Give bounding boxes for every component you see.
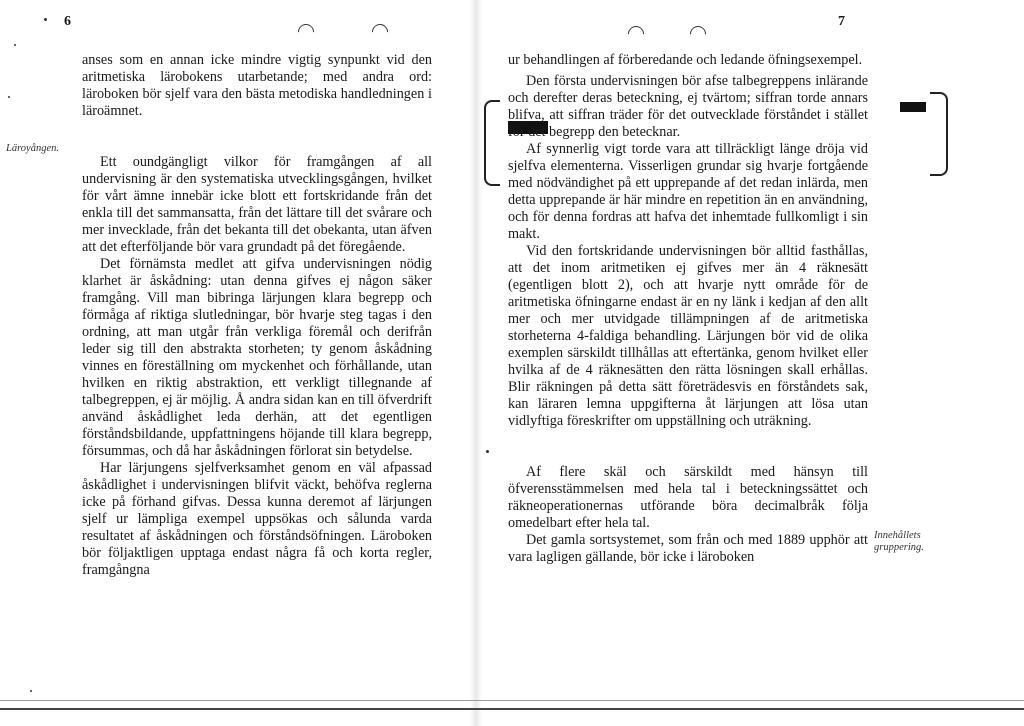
ink-speck xyxy=(44,18,47,21)
paragraph: Af synnerlig vigt torde vara att tillräckligt länge dröja vid sjelfva elementerna. Visserligen grundar sig hvarje fortgående med nödvändighet på ett upprepande af det redan inlärda, men detta upprepande är här mindre en repetition än en användning, och för denna fordras att hafva det inhemtade fullkomligt i sin makt. xyxy=(508,141,868,242)
pen-bracket-mark xyxy=(930,92,948,176)
marker-strike xyxy=(900,102,926,112)
page-number-right: 7 xyxy=(838,14,845,29)
margin-note-left: Läroyången. xyxy=(6,143,59,154)
ink-speck xyxy=(8,96,10,98)
right-page-text xyxy=(508,52,868,566)
paragraph: Det gamla sortsystemet, som från och med 1889 upphör att vara lagligen gällande, bör icke i läroboken xyxy=(508,532,868,565)
paragraph: Det förnämsta medlet att gifva undervisningen nödig klarhet är åskådning: utan denna gifves ej någon säker framgång. Vill man bibringa lärjungen klara begrepp och förmåga af riktiga slutledningar, bör hvarje steg tagas i den ordning, att man utgår från verkliga föremål och derifrån leder sig till den abstrakta storheten; ty genom åskådning vinnes en föreställning om myckenhet och förhållande, utan hvilken en riktig abstraktion, ett verkligt tillegnande af talbegreppen, ej är möjlig. Å andra sidan kan en till öfverdrift använd åskådlighet leda derhän, att det egentligen förståndsbildande, uppfattningens höjande till klara begrepp, försummas, och då har åskådningen förlorat sin betydelse. xyxy=(82,256,432,459)
pencil-arc-mark xyxy=(625,23,648,46)
page-number-left: 6 xyxy=(64,14,71,29)
ink-speck xyxy=(30,690,32,692)
pen-bracket-mark xyxy=(484,100,500,186)
pencil-arc-mark xyxy=(369,21,392,44)
book-gutter xyxy=(470,0,482,726)
pencil-arc-mark xyxy=(687,23,710,46)
paragraph: Den första undervisningen bör afse talbegreppens inlärande och derefter deras beteckning, ej tvärtom; siffran torde annars blifva, att siffran träder för det outvecklade förståndet i stället för det begrepp den betecknar. xyxy=(508,73,868,140)
ink-speck xyxy=(486,450,489,453)
margin-note-right: Innehållets gruppering. xyxy=(874,530,924,553)
paragraph: Vid den fortskridande undervisningen bör alltid fasthållas, att det inom aritmetiken ej gifves mer än 4 räknesätt (egentligen blott 2), och att hvarje nytt område för de aritmetiska öfningarne endast är en ny länk i kedjan af den allt mer och mer utvidgade tillämpningen af de aritmetiska storheterna 4-faldiga behandling. Lärjungen bör vid de olika exemplen särskildt tillhållas att eftertänka, genom hvilket eller hvilka af de 4 räknesätten den rätta lösningen skall erhållas. Blir räkningen på detta sätt företrädesvis en förståndets sak, kan läraren lemna uppgifterna åt lärjungen att lösa utan vidlyftiga föreskrifter om uppställning och uträkning. xyxy=(508,243,868,429)
paragraph: Ett oundgängligt vilkor för framgången af all undervisning är den systematiska utvecklingsgången, hvilket för vårt ämne innebär icke blott ett fortskridande från det enkla till det sammansatta, från det lättare till det svårare och mer invecklade, från det bekanta till det obekanta, utan äfven att det efterföljande bör vara grundadt på det föregående. xyxy=(82,154,432,255)
paragraph: Har lärjungens sjelfverksamhet genom en väl afpassad åskådlighet i undervisningen blifvit väckt, behöfva reglerna icke på förhand gifvas. Dessa kunna deremot af lärjungen sjelf ur lämpliga exempel uppsökas och sålunda varda resultatet af åskådningen och förståndsöfningen. Läroboken bör följaktligen upptaga endast några få och korta regler, framgångna xyxy=(82,460,432,578)
paragraph: anses som en annan icke mindre vigtig synpunkt vid den aritmetiska lärobokens utarbetande; med andra ord: läroboken bör sjelf vara den bästa metodiska handledningen i läroämnet. xyxy=(82,52,432,119)
paragraph: ur behandlingen af förberedande och ledande öfningsexempel. xyxy=(508,52,863,68)
paragraph: Af flere skäl och särskildt med hänsyn till öfverensstämmelsen med hela tal i beteckningssättet och räkneoperationernas utförande böra decimalbråk följa omedelbart efter hela tal. xyxy=(508,464,868,531)
pencil-arc-mark xyxy=(295,21,318,44)
left-page-text xyxy=(82,52,432,579)
ink-speck xyxy=(14,44,16,46)
bottom-scan-edge xyxy=(0,708,1024,710)
bottom-scan-line xyxy=(0,700,1024,701)
